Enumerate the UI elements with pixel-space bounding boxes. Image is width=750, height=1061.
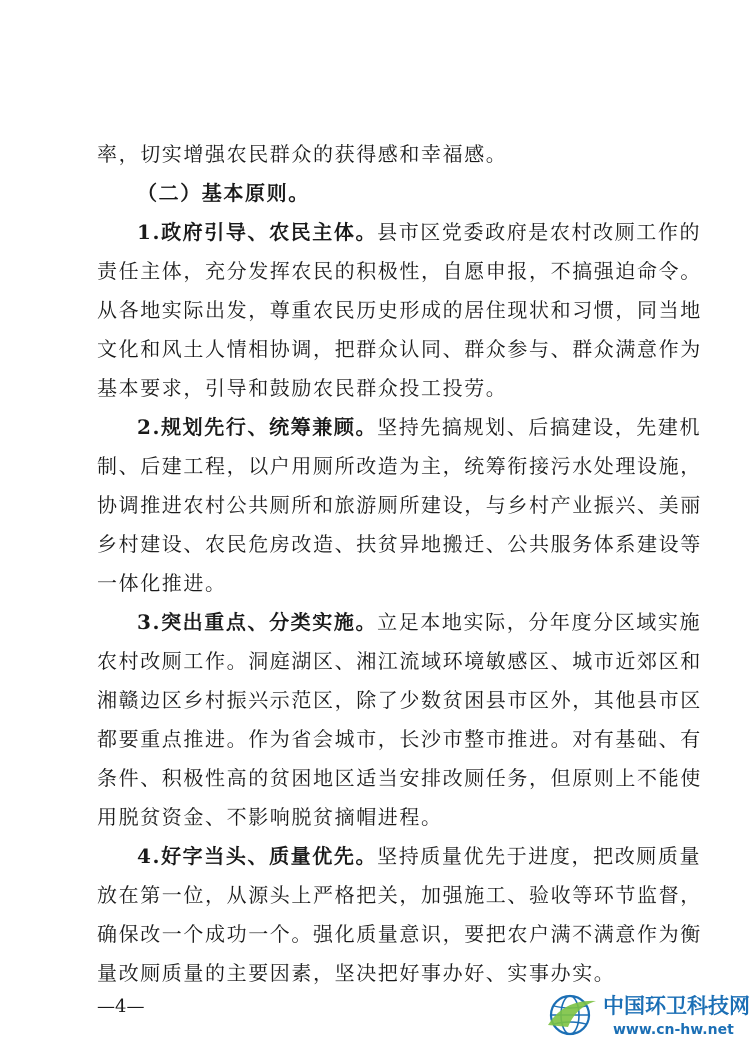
principle-1-first-line <box>137 218 701 246</box>
paragraph-line <box>97 374 507 402</box>
line-text: 放在第一位，从源头上严格把关，加强施工、验收等环节监督， <box>97 883 702 907</box>
paragraph-line <box>97 296 702 324</box>
paragraph-line <box>97 257 702 285</box>
paragraph-line <box>97 140 507 168</box>
paragraph-line <box>97 452 702 480</box>
line-text: 农村改厕工作。洞庭湖区、湘江流域环境敏感区、城市近郊区和 <box>97 649 702 673</box>
principle-4-heading: 4.好字当头、质量优先。 <box>137 844 378 868</box>
line-text: 从各地实际出发，尊重农民历史形成的居住现状和习惯，同当地 <box>97 298 702 322</box>
line-text: 协调推进农村公共厕所和旅游厕所建设，与乡村产业振兴、美丽 <box>97 493 702 517</box>
globe-logo-icon <box>546 989 598 1041</box>
line-text: 率，切实增强农民群众的获得感和幸福感。 <box>97 142 508 166</box>
line-text: 坚持质量优先于进度，把改厕质量 <box>377 844 702 868</box>
line-text: 坚持先搞规划、后搞建设，先建机 <box>377 415 702 439</box>
line-text: 责任主体，充分发挥农民的积极性，自愿申报，不搞强迫命令。 <box>97 259 702 283</box>
line-text: 乡村建设、农民危房改造、扶贫异地搬迁、公共服务体系建设等 <box>97 532 702 556</box>
paragraph-line <box>97 686 702 714</box>
paragraph-line <box>97 335 702 363</box>
paragraph-line <box>97 725 702 753</box>
line-text: 基本要求，引导和鼓励农民群众投工投劳。 <box>97 376 508 400</box>
paragraph-line <box>97 959 615 987</box>
line-text: 县市区党委政府是农村改厕工作的 <box>377 220 702 244</box>
watermark-url: www.cn-hw.net <box>613 1022 734 1038</box>
principle-4-first-line <box>137 842 701 870</box>
principle-2-heading: 2.规划先行、统筹兼顾。 <box>137 415 378 439</box>
line-text: 制、后建工程，以户用厕所改造为主，统筹衔接污水处理设施， <box>97 454 702 478</box>
principle-2-first-line <box>137 413 701 441</box>
paragraph-line <box>97 803 443 831</box>
watermark <box>546 989 750 1049</box>
section-heading <box>137 179 310 207</box>
line-text: 条件、积极性高的贫困地区适当安排改厕任务，但原则上不能使 <box>97 766 702 790</box>
line-text: 用脱贫资金、不影响脱贫摘帽进程。 <box>97 805 443 829</box>
paragraph-line <box>97 569 227 597</box>
paragraph-line <box>97 491 702 519</box>
line-text: 文化和风土人情相协调，把群众认同、群众参与、群众满意作为 <box>97 337 702 361</box>
page-number: —4— <box>97 996 145 1017</box>
paragraph-line <box>97 920 702 948</box>
line-text: 确保改一个成功一个。强化质量意识，要把农户满不满意作为衡 <box>97 922 702 946</box>
principle-3-first-line <box>137 608 701 636</box>
line-text: 立足本地实际，分年度分区域实施 <box>377 610 702 634</box>
watermark-title: 中国环卫科技网 <box>603 994 750 1018</box>
principle-1-heading: 1.政府引导、农民主体。 <box>137 220 378 244</box>
paragraph-line <box>97 530 702 558</box>
heading-text: （二）基本原则。 <box>137 181 310 205</box>
line-text: 都要重点推进。作为省会城市，长沙市整市推进。对有基础、有 <box>97 727 702 751</box>
line-text: 湘赣边区乡村振兴示范区，除了少数贫困县市区外，其他县市区 <box>97 688 702 712</box>
paragraph-line <box>97 764 702 792</box>
line-text: 量改厕质量的主要因素，坚决把好事办好、实事办实。 <box>97 961 616 985</box>
principle-3-heading: 3.突出重点、分类实施。 <box>137 610 378 634</box>
paragraph-line <box>97 647 702 675</box>
line-text: 一体化推进。 <box>97 571 227 595</box>
paragraph-line <box>97 881 702 909</box>
